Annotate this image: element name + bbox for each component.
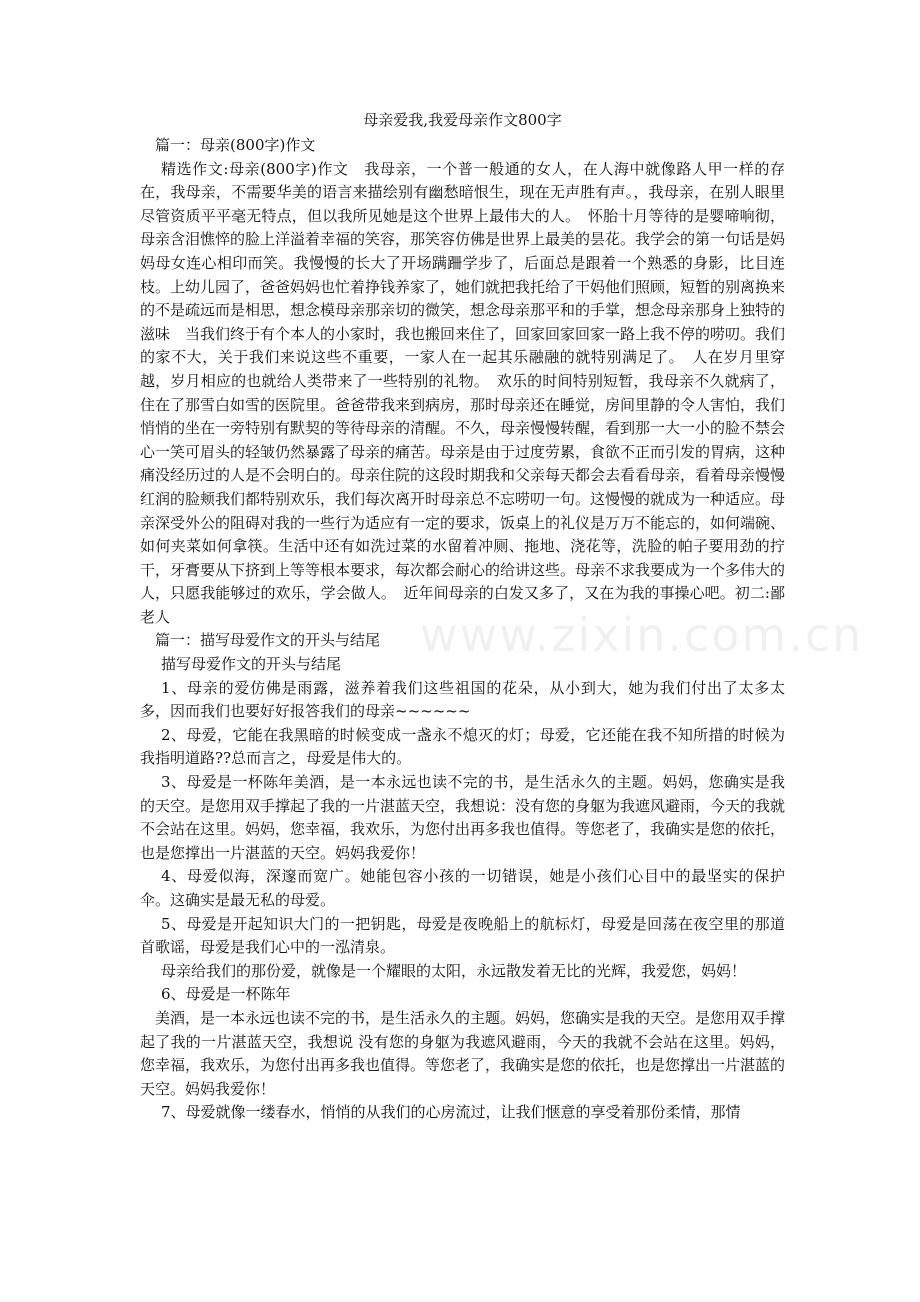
list-item-6: 6、母爱是一杯陈年 bbox=[161, 985, 291, 1004]
document-page bbox=[140, 108, 785, 1125]
subsection-heading: 描写母爱作文的开头与结尾 bbox=[161, 655, 342, 674]
list-item-7: 7、母爱就像一缕春水，悄悄的从我们的心房流过，让我们惬意的享受着那份柔情，那情 bbox=[161, 1103, 741, 1122]
list-item-6-body: 美酒，是一本永远也读不完的书，是生活永久的主题。妈妈，您确实是我的天空。是您用双手撑起了我的一片湛蓝天空，我想说 没有您的身躯为我遮风避雨，今天的我就不会站在这里。妈妈，您幸福，我欢乐，为您付出再多我也值得。等您老了，我确实是您的依托，也是您撑出一片湛蓝的天空。妈妈我爱你！ bbox=[140, 1008, 786, 1098]
list-item-4: 4、母爱似海，深邃而宽广。她能包容小孩的一切错误，她是小孩们心目中的最坚实的保护伞。这确实是最无私的母爱。 bbox=[140, 867, 785, 909]
closing-line: 母亲给我们的那份爱，就像是一个耀眼的太阳，永远散发着无比的光辉，我爱您，妈妈！ bbox=[161, 961, 747, 980]
watermark: www.zixin.com.cn bbox=[420, 608, 864, 662]
document-title: 母亲爱我,我爱母亲作文800字 bbox=[363, 111, 562, 129]
list-item-3: 3、母爱是一杯陈年美酒，是一本永远也读不完的书，是生活永久的主题。妈妈，您确实是我的天空。是您用双手撑起了我的一片湛蓝天空，我想说：没有您的身躯为我遮风避雨，今天的我就不会站在这里。妈妈，您幸福，我欢乐，为您付出再多我也值得。等您老了，我确实是您的依托，也是您撑出一片湛蓝的天空。妈妈我爱你！ bbox=[140, 773, 786, 862]
list-item-1: 1、母亲的爱仿佛是雨露，滋养着我们这些祖国的花朵，从小到大，她为我们付出了太多太多，因而我们也要好好报答我们的母亲~~~~~~ bbox=[140, 678, 785, 721]
section-heading-2: 篇一：描写母爱作文的开头与结尾 bbox=[155, 631, 381, 650]
section-heading-1: 篇一：母亲(800字)作文 bbox=[155, 136, 316, 154]
list-item-5: 5、母爱是开起知识大门的一把钥匙，母爱是夜晚船上的航标灯，母爱是回荡在夜空里的那道首歌谣，母爱是我们心中的一泓清泉。 bbox=[140, 914, 785, 957]
list-item-2: 2、母爱，它能在我黑暗的时候变成一盏永不熄灭的灯；母爱，它还能在我不知所措的时候为我指明道路??总而言之，母爱是伟大的。 bbox=[140, 725, 785, 768]
essay-body: 精选作文:母亲(800字)作文 我母亲，一个普一般通的女人，在人海中就像路人甲一样的存在，我母亲，不需要华美的语言来描绘别有幽愁暗恨生，现在无声胜有声。，我母亲，在别人眼里尽管资质平平毫无特点，但以我所见她是这个世界上最伟大的人。 怀胎十月等待的是婴啼响彻，母亲含泪憔悴的脸上洋溢着幸福的笑容，那笑容仿佛是世界上最美的昙花。我学会的第一句话是妈妈母女连心相印而笑。我慢慢的长大了开场蹒跚学步了，后面总是跟着一个熟悉的身影，比目连枝。上幼儿园了，爸爸妈妈也忙着挣钱养家了，她们就把我托给了干妈他们照顾，短暂的别离换来的不是疏远而是相思，想念模母亲那亲切的微笑，想念母亲那平和的手掌，想念母亲那身上独特的滋味 当我们终于有个本人的小家时，我也搬回来住了，回家回家回家一路上我不停的唠叨。我们的家不大，关于我们来说这些不重要，一家人在一起其乐融融的就特别满足了。 人在岁月里穿越，岁月相应的也就给人类带来了一些特别的礼物。 欢乐的时间特别短暂，我母亲不久就病了，住在了那雪白如雪的医院里。爸爸带我来到病房，那时母亲还在睡觉，房间里静的令人害怕，我们悄悄的坐在一旁特别有默契的等待母亲的清醒。不久，母亲慢慢转醒，看到那一大一小的脸不禁会心一笑可眉头的轻皱仍然暴露了母亲的痛苦。母亲是由于过度劳累，食欲不正而引发的胃病，这种痛没经历过的人是不会明白的。母亲住院的这段时期我和父亲每天都会去看看母亲，看着母亲慢慢红润的脸颊我们都特别欢乐，我们每次离开时母亲总不忘唠叨一句。这慢慢的就成为一种适应。母亲深受外公的阻碍对我的一些行为适应有一定的要求，饭桌上的礼仪是万万不能忘的，如何端碗、如何夹菜如何拿筷。生活中还有如洗过菜的水留着冲厕、拖地、浇花等，洗脸的帕子要用劲的拧干，牙膏要从下挤到上等等根本要求，每次都会耐心的给讲这些。母亲不求我要成为一个多伟大的人，只愿我能够过的欢乐，学会做人。 近年间母亲的白发又多了，又在为我的事操心吧。初二:鄙老人 bbox=[140, 159, 786, 626]
